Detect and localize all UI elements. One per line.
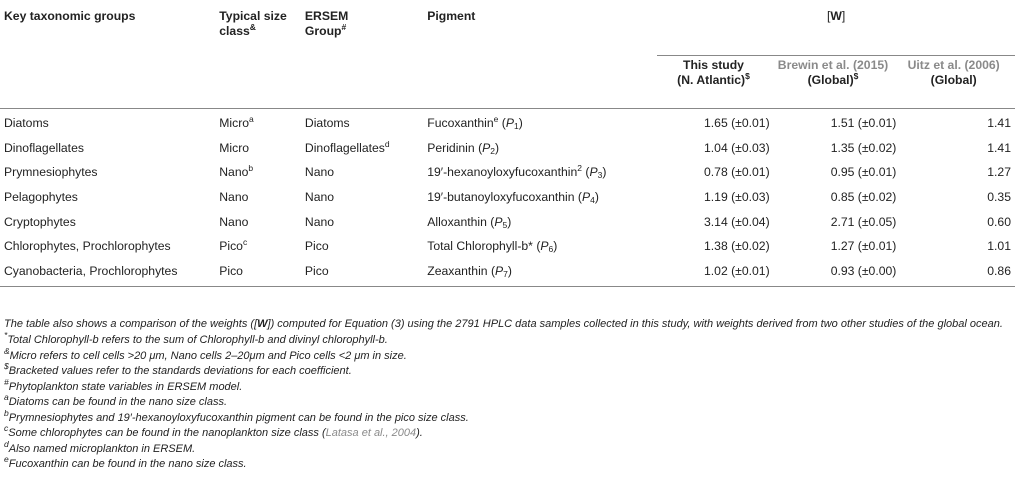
ersem-text: Pico (304, 264, 329, 279)
cell-ersem (305, 261, 427, 286)
size-footnote-mark: c (242, 237, 248, 248)
group-text: Prymnesiophytes (4, 165, 98, 180)
table-row (0, 236, 1015, 261)
pigment-text: 19′-hexanoyloxyfucoxanthin (427, 165, 578, 180)
col-uitz-line1: Uitz et al. (2006) (907, 58, 1000, 72)
brewin-value: 0.95 (±0.01) (830, 165, 897, 180)
spacer-4 (427, 56, 657, 109)
cell-group (0, 138, 219, 163)
col-weights-group (657, 0, 1015, 56)
this-study-value: 1.65 (±0.01) (704, 116, 770, 130)
footnote-e-mark: e (4, 454, 9, 464)
cell-ersem (305, 109, 427, 138)
pigment-text: Total Chlorophyll-b* (427, 239, 533, 254)
cell-brewin (770, 187, 897, 212)
pigment-symbol: P (589, 165, 598, 180)
brewin-value: 0.85 (±0.02) (830, 190, 897, 205)
pigment-footnote-mark: 2 (577, 163, 582, 174)
ersem-text: Diatoms (304, 116, 350, 130)
pigment-symbol: P (494, 214, 503, 229)
cell-brewin (770, 236, 897, 261)
pigment-symbol-close: ) (518, 116, 523, 130)
group-text: Pelagophytes (4, 190, 78, 205)
col-pigment-label: Pigment (427, 9, 476, 23)
size-text: Micro (219, 140, 250, 155)
pigment-symbol-open: ( (487, 264, 496, 279)
pigment-symbol-index: 2 (490, 145, 496, 156)
ersem-text: Pico (304, 239, 329, 254)
cell-group (0, 187, 219, 212)
cell-pigment (427, 109, 657, 138)
pigment-symbol-close: ) (507, 214, 512, 229)
col-this-study-line1: This study (683, 58, 744, 72)
col-this-study-mark: $ (745, 71, 750, 81)
footnote-dollar-text: Bracketed values refer to the standards deviations for each coefficient. (8, 365, 352, 377)
caption-part-a: The table also shows a comparison of the weights ([ (4, 318, 258, 330)
spacer-2 (219, 56, 305, 109)
brewin-value: 2.71 (±0.05) (830, 214, 897, 229)
caption-part-b: ]) computed for Equation (3) using the 2791 HPLC data samples collected in this study, with weights derived from two other studies of the global ocean. (267, 318, 1003, 330)
size-footnote-mark: a (249, 114, 254, 124)
footnote-c-end: ). (416, 427, 423, 439)
uitz-value: 1.41 (987, 116, 1011, 130)
footnote-e-text: Fucoxanthin can be found in the nano size class. (8, 458, 247, 470)
header-row-2 (0, 56, 1015, 109)
this-study-value: 1.19 (±0.03) (704, 190, 770, 205)
col-brewin-mark: $ (853, 71, 859, 81)
cell-size (219, 261, 305, 286)
cell-pigment (427, 138, 657, 163)
ersem-text: Nano (304, 165, 335, 180)
col-brewin-line2: (Global) (807, 73, 854, 87)
footnote-dollar-mark: $ (4, 361, 9, 371)
cell-ersem (305, 187, 427, 212)
pigment-symbol: P (495, 264, 504, 279)
brewin-value: 1.27 (±0.01) (830, 239, 897, 254)
footnote-star-mark: * (4, 330, 8, 340)
cell-uitz (896, 138, 1015, 163)
pigment-symbol: P (505, 116, 514, 130)
pigment-text: Peridinin (427, 140, 475, 155)
footnote-dollar (4, 361, 1009, 380)
this-study-value: 1.04 (±0.03) (704, 140, 770, 155)
pigment-symbol-index: 4 (590, 195, 595, 206)
w-symbol: W (830, 9, 842, 23)
pigment-symbol-index: 6 (548, 244, 554, 255)
size-text: Micro (219, 116, 250, 130)
table-row (0, 187, 1015, 212)
cell-size (219, 212, 305, 237)
col-uitz (896, 56, 1015, 109)
size-text: Nano (219, 190, 249, 205)
cell-brewin (770, 162, 897, 187)
pigment-text: Zeaxanthin (427, 264, 488, 279)
cell-size (219, 109, 305, 138)
footnote-c-text: Some chlorophytes can be found in the nanoplankton size class ( (8, 427, 326, 439)
table-row (0, 212, 1015, 237)
footnote-d-mark: d (4, 438, 9, 449)
this-study-value: 0.78 (±0.01) (704, 165, 770, 180)
cell-ersem (305, 236, 427, 261)
spacer-1 (0, 56, 219, 109)
pigment-symbol-open: ( (486, 214, 495, 229)
group-text: Chlorophytes, Prochlorophytes (4, 239, 171, 254)
ersem-text: Nano (304, 190, 335, 205)
cell-uitz (896, 162, 1015, 187)
pigment-symbol-index: 1 (513, 121, 519, 131)
cell-this-study (657, 236, 769, 261)
col-ersem-line1: ERSEM (304, 9, 349, 23)
w-bracket-close: ] (841, 9, 846, 23)
pigment-symbol-open: ( (474, 140, 483, 155)
pigment-symbol-close: ) (495, 140, 500, 155)
cell-this-study (657, 162, 769, 187)
cell-uitz (896, 261, 1015, 286)
pigment-text: Fucoxanthin (427, 116, 494, 130)
col-key-groups (0, 0, 219, 56)
pigment-symbol-index: 5 (502, 219, 508, 230)
cell-this-study (657, 212, 769, 237)
size-text: Nano (219, 214, 249, 229)
pigment-symbol-open: ( (581, 165, 590, 180)
footnote-star (4, 330, 1009, 349)
group-text: Dinoflagellates (4, 140, 84, 155)
cell-size (219, 162, 305, 187)
cell-uitz (896, 109, 1015, 138)
cell-pigment (427, 236, 657, 261)
ersem-footnote-mark: d (384, 138, 390, 149)
footnote-b-text: Prymnesiophytes and 19′-hexanoyloxyfucoxanthin pigment can be found in the pico size class. (8, 411, 469, 424)
cell-brewin (770, 261, 897, 286)
col-this-study-line2: (N. Atlantic) (677, 73, 746, 87)
pigment-text: Alloxanthin (427, 214, 487, 229)
footnote-b (4, 407, 1009, 427)
pigment-symbol-index: 3 (597, 170, 603, 181)
uitz-value: 0.35 (987, 190, 1011, 205)
uitz-value: 1.01 (987, 239, 1011, 254)
col-brewin-line1: Brewin et al. (2015) (777, 58, 889, 72)
footnote-hash (4, 376, 1009, 396)
cell-this-study (657, 138, 769, 163)
col-this-study (657, 56, 769, 109)
cell-pigment (427, 187, 657, 212)
cell-pigment (427, 261, 657, 286)
cell-ersem (305, 212, 427, 237)
pigment-symbol: P (540, 239, 549, 254)
size-text: Pico (219, 264, 243, 279)
cell-group (0, 109, 219, 138)
col-size-class-line1: Typical size (219, 9, 287, 23)
cell-this-study (657, 109, 769, 138)
col-pigment (427, 0, 657, 56)
col-size-class-mark: & (249, 22, 256, 32)
this-study-value: 1.02 (±0.01) (704, 264, 770, 279)
col-ersem-mark: # (341, 22, 347, 32)
ersem-text: Dinoflagellates (304, 140, 385, 155)
pigment-symbol-open: ( (498, 116, 506, 130)
cell-group (0, 162, 219, 187)
footnote-d (4, 438, 1009, 458)
pigment-symbol: P (581, 190, 591, 205)
size-text: Nano (219, 165, 249, 180)
cell-pigment (427, 212, 657, 237)
uitz-value: 1.27 (987, 165, 1011, 180)
cell-pigment (427, 162, 657, 187)
table-caption (4, 316, 1009, 332)
footnote-amp (4, 345, 1009, 365)
brewin-value: 0.93 (±0.00) (830, 264, 897, 279)
pigment-footnote-mark: e (493, 114, 499, 124)
col-size-class-line2: class (219, 24, 250, 38)
this-study-value: 3.14 (±0.04) (704, 214, 770, 229)
footnote-amp-mark: & (4, 345, 10, 356)
col-size-class (219, 0, 305, 56)
cell-ersem (305, 138, 427, 163)
caption-w-symbol: W (257, 318, 268, 330)
col-key-groups-label: Key taxonomic groups (4, 9, 136, 23)
table-row (0, 162, 1015, 187)
cell-size (219, 236, 305, 261)
footnote-a-text: Diatoms can be found in the nano size class. (8, 396, 228, 408)
group-text: Cyanobacteria, Prochlorophytes (4, 264, 178, 279)
cell-uitz (896, 212, 1015, 237)
uitz-value: 0.86 (987, 264, 1011, 279)
col-ersem-line2: Group (304, 24, 342, 38)
pigment-symbol: P (482, 140, 491, 155)
footnote-c (4, 423, 1009, 442)
table-row (0, 261, 1015, 286)
table-body (0, 109, 1015, 287)
header-row-1 (0, 0, 1015, 56)
size-text: Pico (219, 239, 243, 254)
brewin-value: 1.51 (±0.01) (830, 116, 897, 130)
group-text: Cryptophytes (4, 214, 76, 229)
footnote-d-text: Also named microplankton in ERSEM. (8, 442, 196, 455)
this-study-value: 1.38 (±0.02) (704, 239, 770, 254)
footnote-c-mark: c (4, 423, 9, 433)
col-ersem (305, 0, 427, 56)
cell-this-study (657, 261, 769, 286)
cell-brewin (770, 212, 897, 237)
cell-size (219, 138, 305, 163)
w-bracket-open: [ (827, 9, 831, 23)
cell-uitz (896, 236, 1015, 261)
cell-group (0, 212, 219, 237)
ersem-text: Nano (304, 214, 335, 229)
cell-group (0, 236, 219, 261)
cell-ersem (305, 162, 427, 187)
reference-link-latasa[interactable]: Latasa et al., 2004 (325, 427, 417, 439)
uitz-value: 0.60 (987, 214, 1011, 229)
footnote-amp-text: Micro refers to cell cells >20 μm, Nano cells 2–20μm and Pico cells <2 μm in size. (9, 349, 407, 362)
brewin-value: 1.35 (±0.02) (830, 140, 897, 155)
pigment-symbol-open: ( (574, 190, 582, 205)
pigment-text: 19′-butanoyloxyfucoxanthin (427, 190, 575, 205)
cell-brewin (770, 109, 897, 138)
cell-group (0, 261, 219, 286)
pigment-symbol-open: ( (532, 239, 541, 254)
footnote-star-text: Total Chlorophyll-b refers to the sum of Chlorophyll-b and divinyl chlorophyll-b. (7, 334, 388, 346)
pigment-symbol-index: 7 (503, 269, 508, 280)
cell-this-study (657, 187, 769, 212)
col-uitz-line2: (Global) (930, 73, 977, 87)
pigment-symbol-close: ) (553, 239, 558, 254)
group-text: Diatoms (4, 116, 49, 130)
size-footnote-mark: b (248, 163, 254, 174)
uitz-value: 1.41 (987, 140, 1011, 155)
table-row (0, 138, 1015, 163)
table-footnotes (4, 316, 1009, 473)
pigment-symbol-close: ) (594, 190, 599, 205)
footnote-e (4, 454, 1009, 473)
col-brewin (770, 56, 897, 109)
footnote-b-mark: b (4, 407, 9, 418)
pigment-symbol-close: ) (507, 264, 512, 279)
footnote-hash-mark: # (4, 376, 9, 387)
cell-brewin (770, 138, 897, 163)
spacer-3 (305, 56, 427, 109)
footnote-a-mark: a (4, 392, 9, 402)
cell-uitz (896, 187, 1015, 212)
table-row (0, 109, 1015, 138)
cell-size (219, 187, 305, 212)
footnote-a (4, 392, 1009, 411)
pigment-symbol-close: ) (602, 165, 607, 180)
footnote-hash-text: Phytoplankton state variables in ERSEM model. (8, 380, 243, 393)
